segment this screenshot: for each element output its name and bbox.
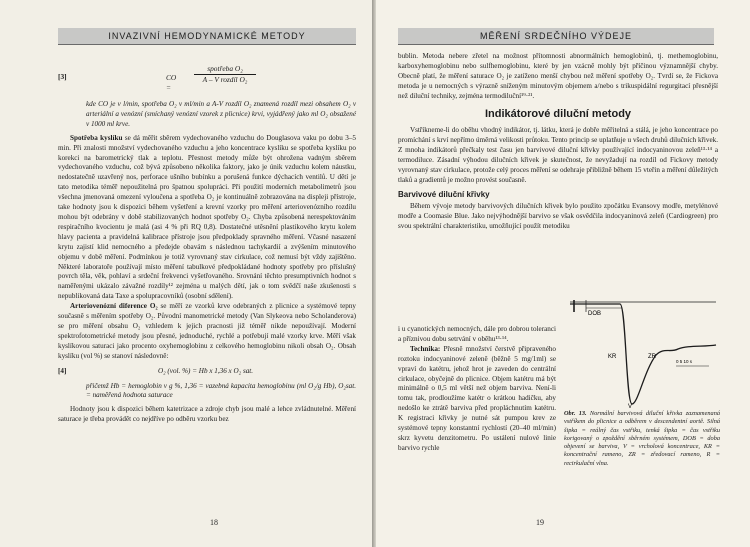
paragraph-text: Přesně množství čerstvě připraveného roztoku indocyaninové zeleně (běžně 5 mg/1ml) se vpraví do katétru, jehož hrot je zaveden do centrální cirkulace, obyčejně do plicnice. Objem katétru má být minimálně o 0,5 ml větší než objem barviva. Není-li tomu tak, prodloužíme katétr o krátkou hadičku, aby nedošlo ke ztrátě barviva před propláchnutím katétru. K registraci křivky je nutné sát pumpou krev ze systémové tepny konstantní rychlostí (20–40 ml/min) skrz kyvetu denzitometru. Po ustálení nulové linie barvivo rychle [398,344,556,452]
figure-caption [564,410,720,468]
paragraph-text: i u cyanotických nemocných, dále pro dobrou toleranci a příznivou dobu setrvání v oběhu¹³·¹⁴. [398,325,556,343]
caption-label: Obr. 13. [564,410,587,417]
paragraph-technique [398,345,556,454]
right-page [376,0,750,547]
paragraph-text: Hodnoty jsou k dispozici během katetrizace a zdroje chyb jsou malé a lehce zvládnutelné. Měření saturace je třeba provádět co nejdříve po odběru vzorku bez [58,405,356,424]
term-technique: Technika: [410,344,441,353]
equation-number: [4] [58,366,67,375]
dilution-curve [570,304,716,404]
equation-text: O₂ (vol. %) = Hb x 1,36 x O₂ sat. [158,366,254,375]
equation-number: [3] [58,72,67,81]
equation-3 [58,62,356,100]
equation-lhs: CO = [166,73,177,92]
paragraph-text: Během vývoje metody barvivových dilučních křivek bylo použito zpočátku Evansovy modře, metylénové modře a Coomasie Blue. Jako nejvýhodnější barvivo se však osvědčila indocyaninová zeleň (Cardiogreen) pro svou spektrální charakteristiku, umožňující použít metodiku [398,201,718,230]
running-header-right: MĚŘENÍ SRDEČNÍHO VÝDEJE [398,28,714,45]
right-page-text-top [398,52,718,232]
paragraph-oxygen-consumption [58,134,356,302]
label-dob: DOB [588,311,602,317]
subsection-title: Barvivové diluční křivky [398,189,490,199]
term-av-difference: Arteriovenózní diference O₂ [70,302,158,311]
fraction-numerator: spotřeba O₂ [194,64,256,75]
right-page-text-column [398,325,556,454]
term-oxygen-consumption: Spotřeba kyslíku [70,133,123,142]
paragraph-text: se měří ze vzorků krve odebraných z plicnice a systémové tepny současně s měřením spotřeby O₂. Původní manometrické metody (Van Slykeova nebo Scholanderova) se pro měření obsahu O₂ vzhledem k jejich pracnosti již téměř nikde nepoužívají. Moderní spektrofotometrické metody jsou přesné, jednoduché, rychlé a potřebují malé vzorky krve. Měří však kyslíkovou saturaci jako procento oxyhemoglobinu z celkového hemoglobinu nikoli obsah O₂. Obsah kyslíku (vol %) se stanoví následovně: [58,302,356,360]
dilution-curve-figure [564,296,720,410]
paragraph-av-difference [58,302,356,361]
paragraph-text: Vstříkneme-li do oběhu vhodný indikátor, tj. látku, která je dobře měřitelná a stálá, je jeho koncentrace po promíchání s krví nepřímo úměrná velikosti průtoku. Tento princip se uplatňuje u všech druhů dilučních křivek. Z mnoha indikátorů přečkaly test času jen barvivové diluční křivky používající indocyaninovou zeleň¹³·¹⁴ a termodiluce. Zásadní výhodou dilučních křivek je skutečnost, že nevyžadují na rozdíl od Fickovy metody vyrovnaný stav cirkulace, protože celý proces měření se odehraje přibližně během 15 vteřin a měření důležitých tlaků a gradientů je možno provést současně. [398,126,719,184]
label-zr: ZR [648,354,656,360]
paragraph-text: bublin. Metoda nebere zřetel na možnost přítomnosti abnormálních hemoglobinů, tj. methemoglobinu, karboxyhemoglobinu nebo sulfhemoglobinu, které by jen vzácně mohly být příčinou významnější chyby. Obecně platí, že měření saturace O₂ je zatíženo menší chybou než měření spotřeby O₂. Tvrdí se, že Fickova metoda je u nemocných s výrazně sníženým minutovým objemem a/nebo s trikuspidální regurgitací přesnější než diluční techniky, zejména termodiluční¹⁹·²¹. [398,52,718,100]
paragraph-text: se dá měřit sběrem vydechovaného vzduchu do Douglasova vaku po dobu 3–5 min. Při znalosti množství vydechovaného vzduchu a jeho koncentrace kyslíku se spotřeba kyslíku po korekci na barometrický tlak a teplotu. Přesnost metody může být ohrožena vadným sběrem vydechovaného vzduchu, což bývá způsobeno několika faktory, jako je únik vzduchu kolem náustku, nedostatečně uzavřený nos, perforace ušního bubínku a porušená funkce dýchacích ventilů. U dětí je tato metodika téměř nepoužitelná pro špatnou spolupráci. Při použití moderních metabolimetrů jsou všechna jmenovaná omezení vyloučena a spotřeba O₂ je kontinuálně zobrazována na displeji přístroje, take hodnoty jsou k dispozici během vyšetření a krevní vzorky pro měření arteriovenózního rozdílu mohou být odebrány v době stabilizovaných hodnot spotřeby O₂. Chyba způsobená nerespektováním respiračního kvocientu je malá (asi 4 % při RQ 0,8). Dostatečné utěsnění plastikového krytu kolem hlavy pacienta a pravidelná kalibrace přístroje jsou předpoklady spravného měření. Včasné nasazení krytu zajistí klid nemocného a předejde obavám s následnou tachykardií a zvýšením minutového objemu v době měření. Podmínkou je totiž vyrovnaný stav cirkulace, což nemusí být vždy zajištěno. Některé laboratoře používají místo měření tabulkové předpokládané hodnoty spotřeby pro příslušný povrch těla, věk, pohlaví a srdeční frekvenci vyšetřovaného. Srovnání těchto presumptivních hodnot s naměřenými ukázalo závažné rozdíly¹² zejména u malých dětí, jak o tom svědčí naše zkušenosti s nepublikovaná data Taxe a spolupracovníků (osobní sdělení). [58,133,356,301]
caption-text: Normální barvivová diluční křivka zaznamenaná vstříkem do plicnice a odběrem v descendentní aortě. Silná šipka = reálný čas vstřiku, tenká šipka = čas vstřiku korigovaný o zpoždění sběrném systémem, DOB = doba objevení se barviva, V = vrcholová koncentrace, KR = koncentrační rameno, ZR = zředovací rameno, R = recirkulační vlna. [564,410,720,467]
left-page-text [58,62,356,425]
label-v: V [628,404,633,410]
equation-4-note: přičemž Hb = hemoglobin v g %, 1,36 = vazebná kapacita hemoglobinu (ml O₂/g Hb), O₂sat. = naměřená hodnota saturace [86,381,356,400]
running-header-left: INVAZIVNÍ HEMODYNAMICKÉ METODY [58,28,356,45]
equation-4 [58,362,356,382]
fraction-denominator: A – V rozdíl O₂ [202,75,248,84]
label-kr: KR [608,354,617,360]
left-page [0,0,372,547]
page-number-right: 19 [536,518,544,527]
equation-3-note: kde CO je v l/min, spotřeba O₂ v ml/min a A-V rozdíl O₂ znamená rozdíl mezi obsahem O₂ v arteriální a venózní (smíchaný venózní vzorek z plicnice) krvi, vyjádřený jako ml O₂ obsažené v 1000 ml krve. [86,100,356,128]
label-time-scale: 0 5 10 s [676,359,693,364]
page-number-left: 18 [210,518,218,527]
section-title: Indikátorové diluční metody [484,107,632,120]
